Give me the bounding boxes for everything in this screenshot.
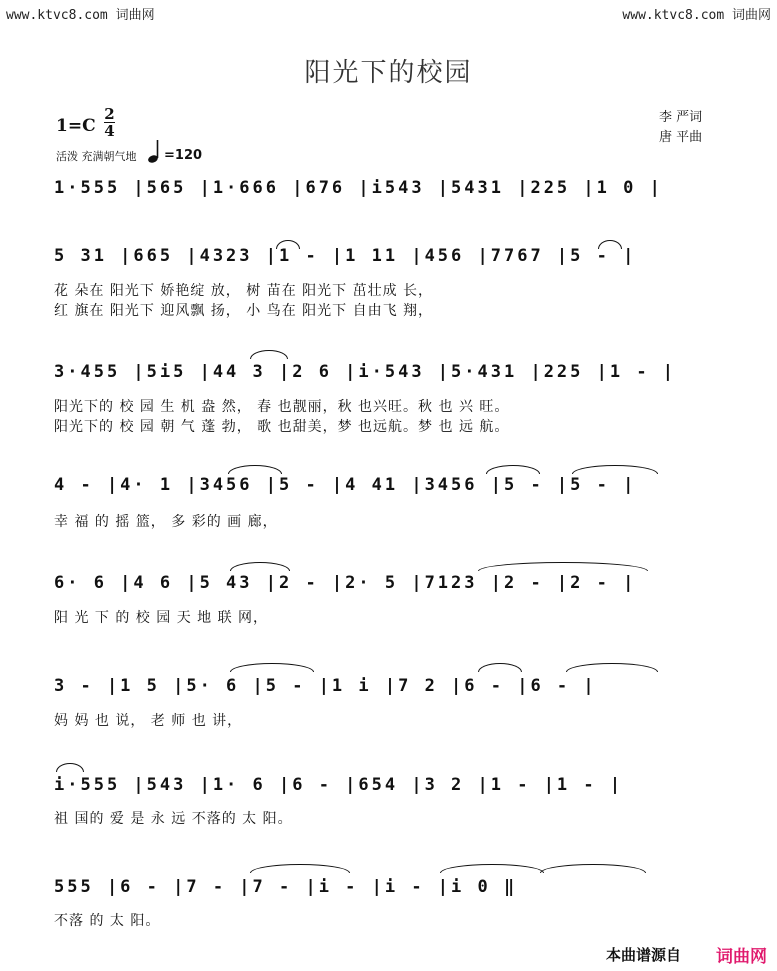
tempo-text: 活泼 充满朝气地	[56, 150, 137, 163]
slur	[276, 240, 300, 249]
lyric-row-3-verse-1: 阳光下的 校 园 生 机 盎 然， 春 也靓丽，秋 也兴旺。秋 也 兴 旺。	[54, 399, 510, 415]
tempo-value: =120	[164, 148, 203, 163]
lyric-row-2-verse-1: 花 朵在 阳光下 娇艳绽 放， 树 苗在 阳光下 茁壮成 长，	[54, 283, 434, 299]
song-title: 阳光下的校园	[304, 58, 473, 88]
tie	[440, 864, 544, 873]
key-signature: 1=C	[56, 116, 96, 136]
music-row-7: i·555 |543 |1· 6 |6 - |654 |3 2 |1 - |1 - |	[54, 775, 624, 795]
slur	[230, 562, 290, 571]
tie	[478, 562, 648, 571]
music-row-6: 3 - |1 5 |5· 6 |5 - |1 i |7 2 |6 - |6 - |	[54, 676, 597, 696]
lyric-row-2-verse-2: 红 旗在 阳光下 迎风飘 扬， 小 鸟在 阳光下 自由飞 翔，	[54, 303, 434, 319]
lyric-row-8: 不落 的 太 阳。	[54, 913, 161, 929]
music-row-1: 1·555 |565 |1·666 |676 |i543 |5431 |225 |1 0 |	[54, 178, 663, 198]
slur	[228, 465, 282, 474]
composer: 唐 平曲	[659, 130, 703, 145]
slur	[478, 663, 522, 672]
slur	[56, 763, 84, 772]
music-row-3: 3·455 |5i5 |44 3 |2 6 |i·543 |5·431 |225 |1 - |	[54, 362, 677, 382]
lyric-row-6: 妈 妈 也 说， 老 师 也 讲，	[54, 713, 243, 729]
site-url-left: www.ktvc8.com 词曲网	[6, 8, 155, 23]
time-sig-bottom: 4	[104, 122, 115, 140]
tie	[250, 864, 350, 873]
tie	[566, 663, 658, 672]
lyric-row-3-verse-2: 阳光下的 校 园 朝 气 蓬 勃， 歌 也甜美，梦 也远航。梦 也 远 航。	[54, 419, 510, 435]
source-note: 本曲谱源自	[605, 946, 681, 964]
slur	[486, 465, 540, 474]
tie	[230, 663, 314, 672]
time-signature	[104, 106, 115, 139]
site-url-right: www.ktvc8.com 词曲网	[622, 8, 771, 23]
site-logo: 词曲网	[716, 947, 767, 967]
quarter-note-icon	[146, 138, 164, 164]
tie	[572, 465, 658, 474]
lyric-row-4: 幸 福 的 摇 篮， 多 彩的 画 廊，	[54, 514, 278, 530]
music-row-8: 555 |6 - |7 - |7 - |i - |i - |i 0 ‖	[54, 877, 518, 897]
lyric-row-7: 祖 国的 爱 是 永 远 不落的 太 阳。	[54, 811, 293, 827]
tie	[540, 864, 646, 873]
lyricist: 李 严词	[659, 110, 703, 125]
lyric-row-5: 阳 光 下 的 校 园 天 地 联 网，	[54, 610, 269, 626]
time-sig-top: 2	[104, 105, 115, 123]
credits	[659, 108, 702, 148]
music-row-5: 6· 6 |4 6 |5 43 |2 - |2· 5 |7123 |2 - |2 - |	[54, 573, 637, 593]
slur	[250, 350, 288, 359]
slur	[598, 240, 622, 249]
music-row-4: 4 - |4· 1 |3456 |5 - |4 41 |3456 |5 - |5 - |	[54, 475, 637, 495]
music-row-2: 5 31 |665 |4323 |1 - |1 11 |456 |7767 |5 - |	[54, 246, 637, 266]
